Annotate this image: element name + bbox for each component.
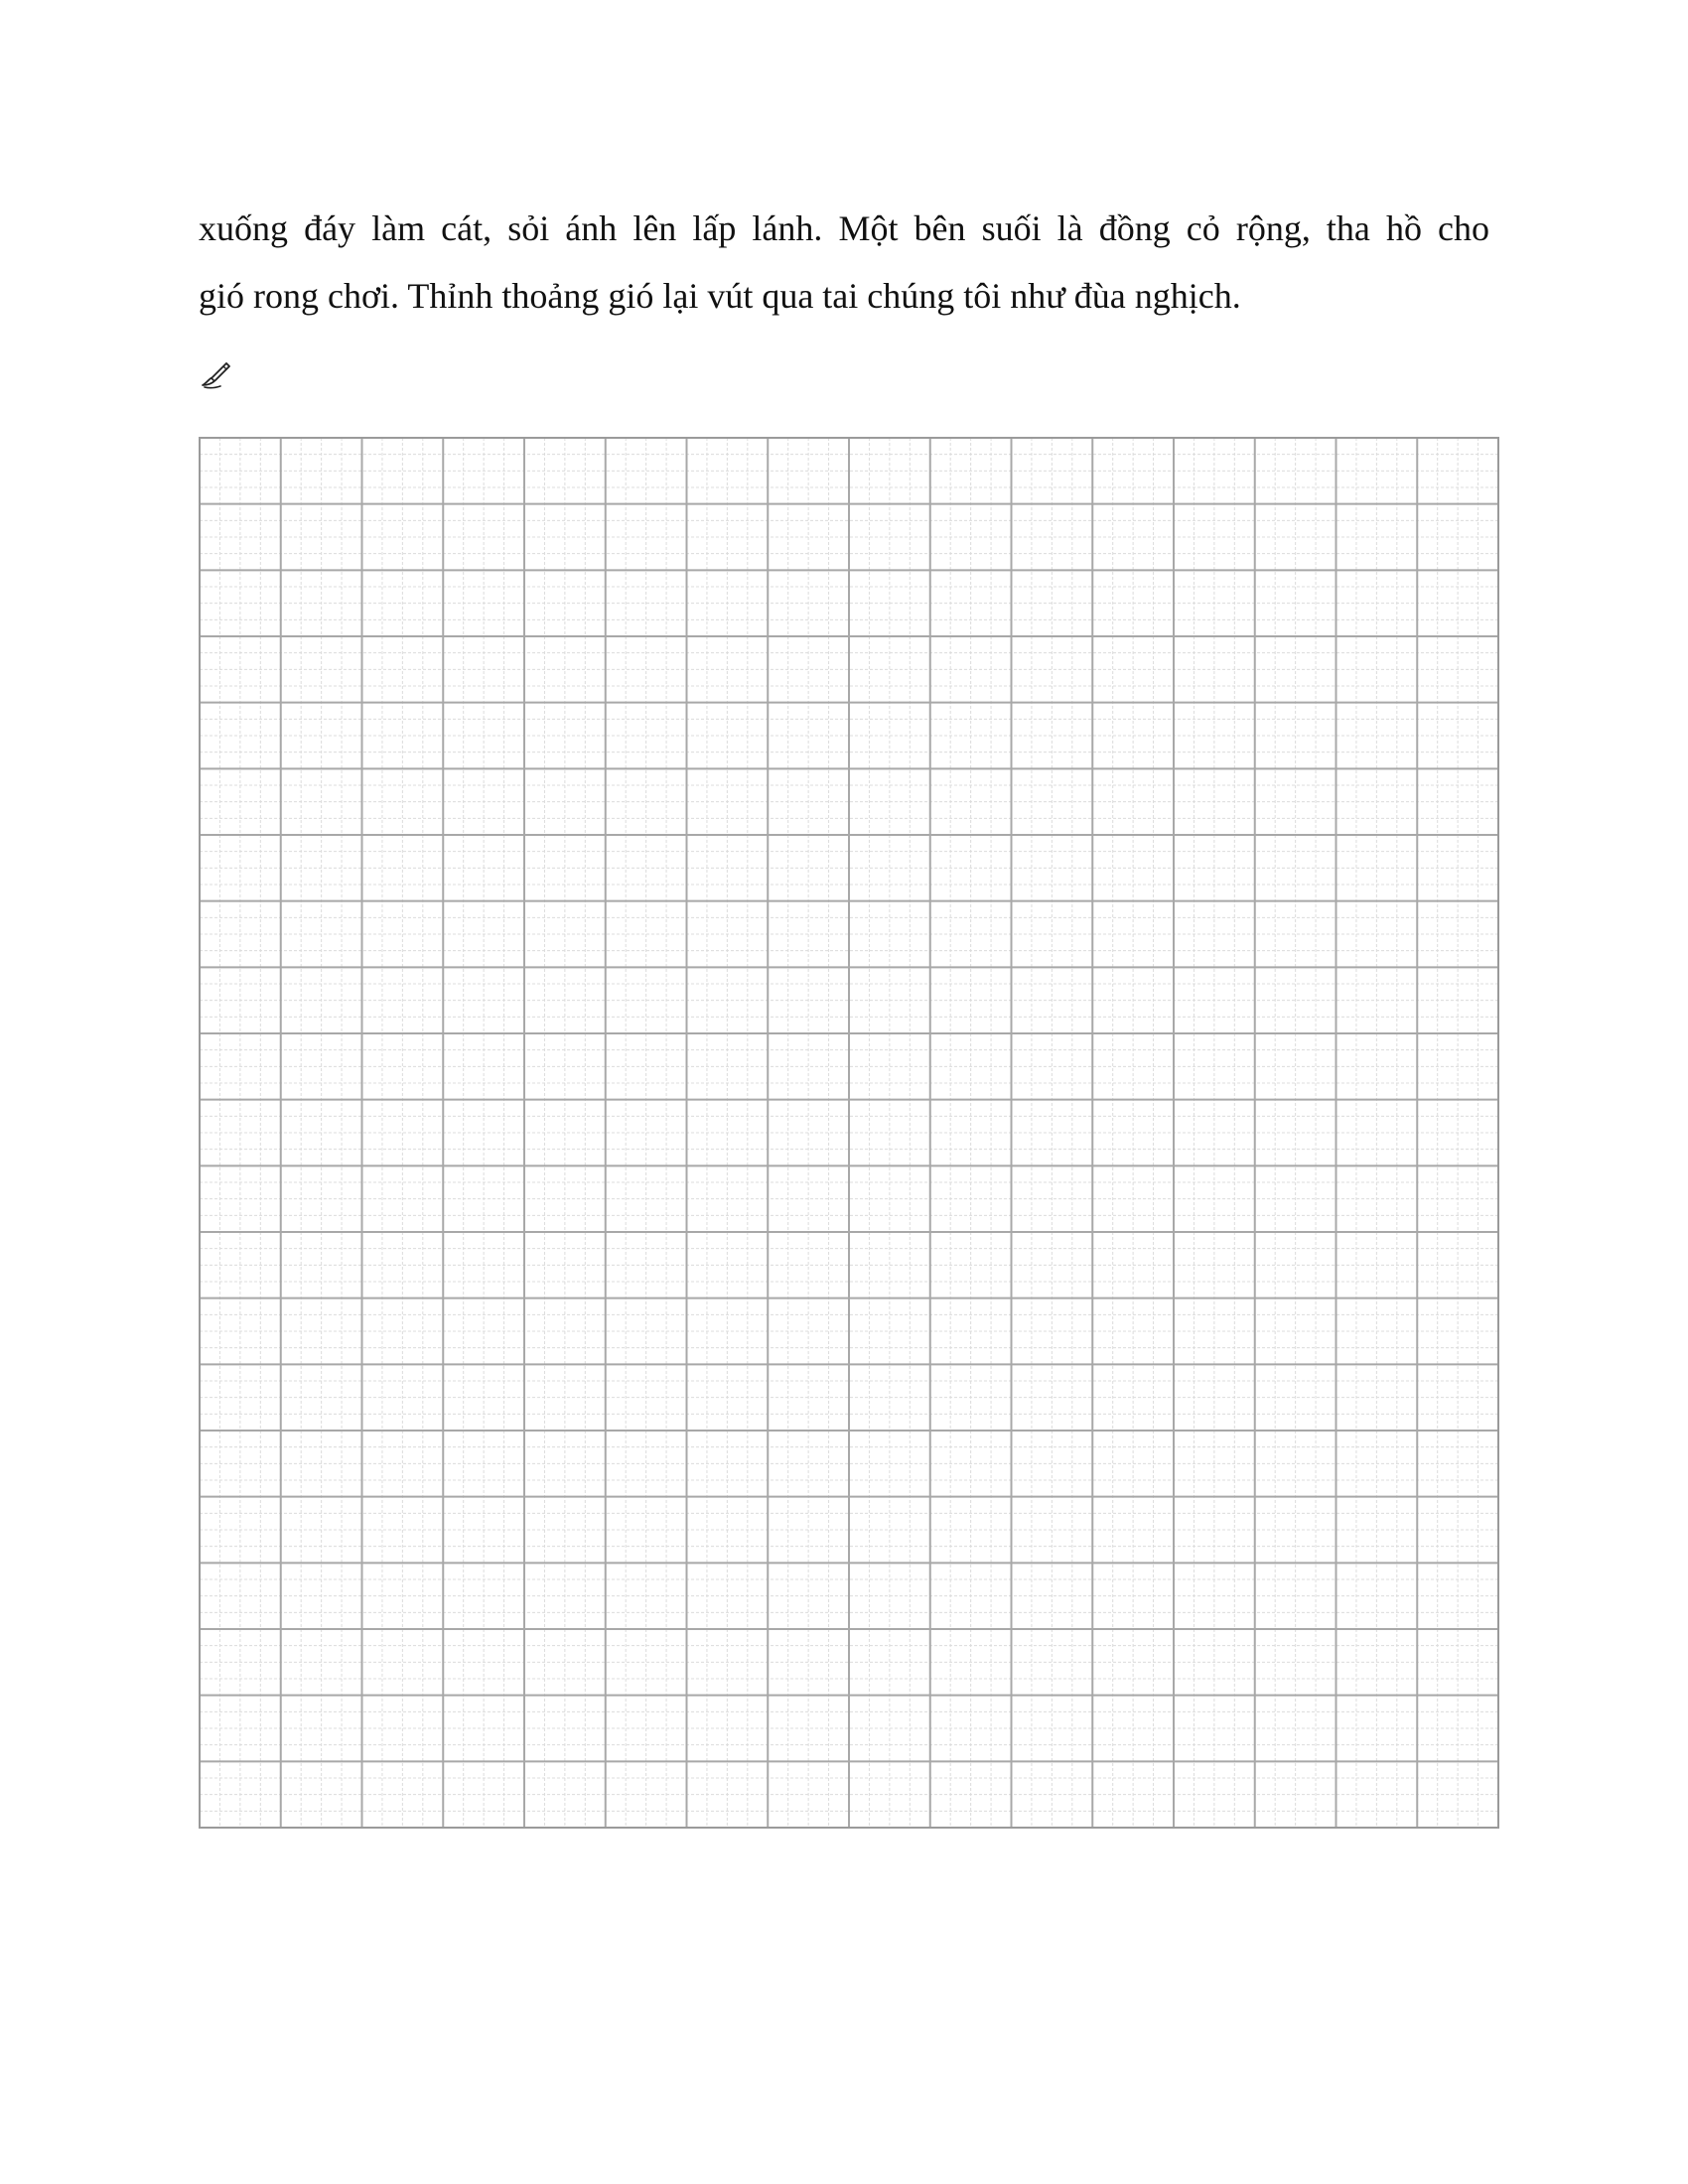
passage-line-1: xuống đáy làm cát, sỏi ánh lên lấp lánh. Một bên suối là đồng cỏ rộng, tha hồ cho: [199, 208, 1489, 248]
passage-line-2: gió rong chơi. Thỉnh thoảng gió lại vút qua tai chúng tôi như đùa nghịch.: [199, 276, 1241, 316]
writing-hand-icon: [199, 357, 232, 391]
reading-passage: [199, 195, 1489, 330]
writing-grid[interactable]: [199, 437, 1499, 1829]
